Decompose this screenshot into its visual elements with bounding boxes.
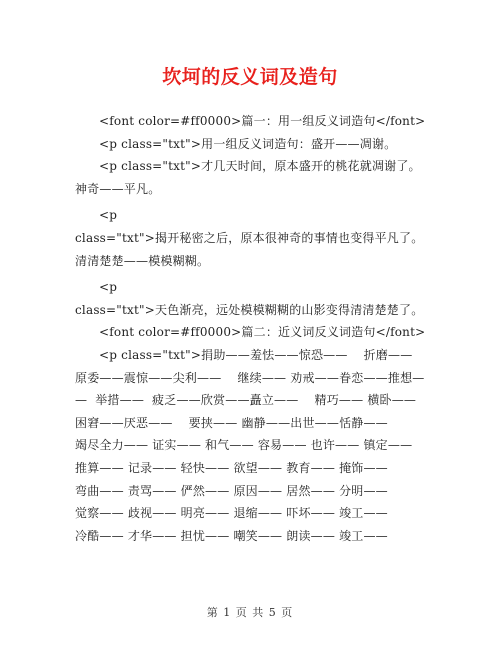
text-line: 冷酷—— 才华—— 担忧—— 嘲笑—— 朗读—— 竣工—— — [75, 528, 388, 543]
text-line: class="txt">揭开秘密之后，原本很神奇的事情也变得平凡了。 — [75, 230, 424, 245]
page-number-footer: 第 1 页 共 5 页 — [206, 606, 294, 619]
text-line: 清清楚楚——模模糊糊。 — [75, 253, 210, 268]
text-line: <font color=#ff0000>篇二：近义词反义词造句</font> — [99, 325, 426, 340]
text-line: class="txt">天色渐亮，远处模模糊糊的山影变得清清楚楚了。 — [75, 302, 424, 317]
text-line: 原委——震惊——尖利—— 继续—— 劝戒——眷恋——推想— — [75, 370, 425, 385]
text-line: — 举措—— 疲乏——欣赏——矗立—— 精巧—— 横卧—— — [75, 393, 417, 408]
text-line: <p class="txt">才几天时间，原本盛开的桃花就凋谢了。 — [99, 159, 421, 174]
document-title: 坎坷的反义词及造句 — [162, 66, 338, 88]
text-line: 神奇——平凡。 — [75, 181, 161, 196]
text-line: <font color=#ff0000>篇一：用一组反义词造句</font> — [99, 114, 426, 128]
text-line: <p — [99, 280, 118, 295]
document-body — [75, 110, 430, 547]
text-line: <p class="txt">用一组反义词造句：盛开——凋谢。 — [99, 136, 397, 151]
text-line: 推算—— 记录—— 轻快—— 欲望—— 教育—— 掩饰—— — [75, 460, 388, 475]
text-line: 弯曲—— 责骂—— 俨然—— 原因—— 居然—— 分明—— — [75, 483, 388, 498]
text-line: 困窘——厌恶—— 要挟—— 幽静——出世——恬静—— — [75, 415, 388, 430]
text-line: <p — [99, 208, 118, 223]
text-line: 觉察—— 歧视—— 明亮—— 退缩—— 吓坏—— 竣工—— — [75, 506, 388, 521]
text-line: <p class="txt">捐助——羞怯——惊恐—— 折磨—— — [99, 347, 413, 362]
text-line: 竭尽全力—— 证实—— 和气—— 容易—— 也许—— 镇定—— — [75, 438, 413, 453]
